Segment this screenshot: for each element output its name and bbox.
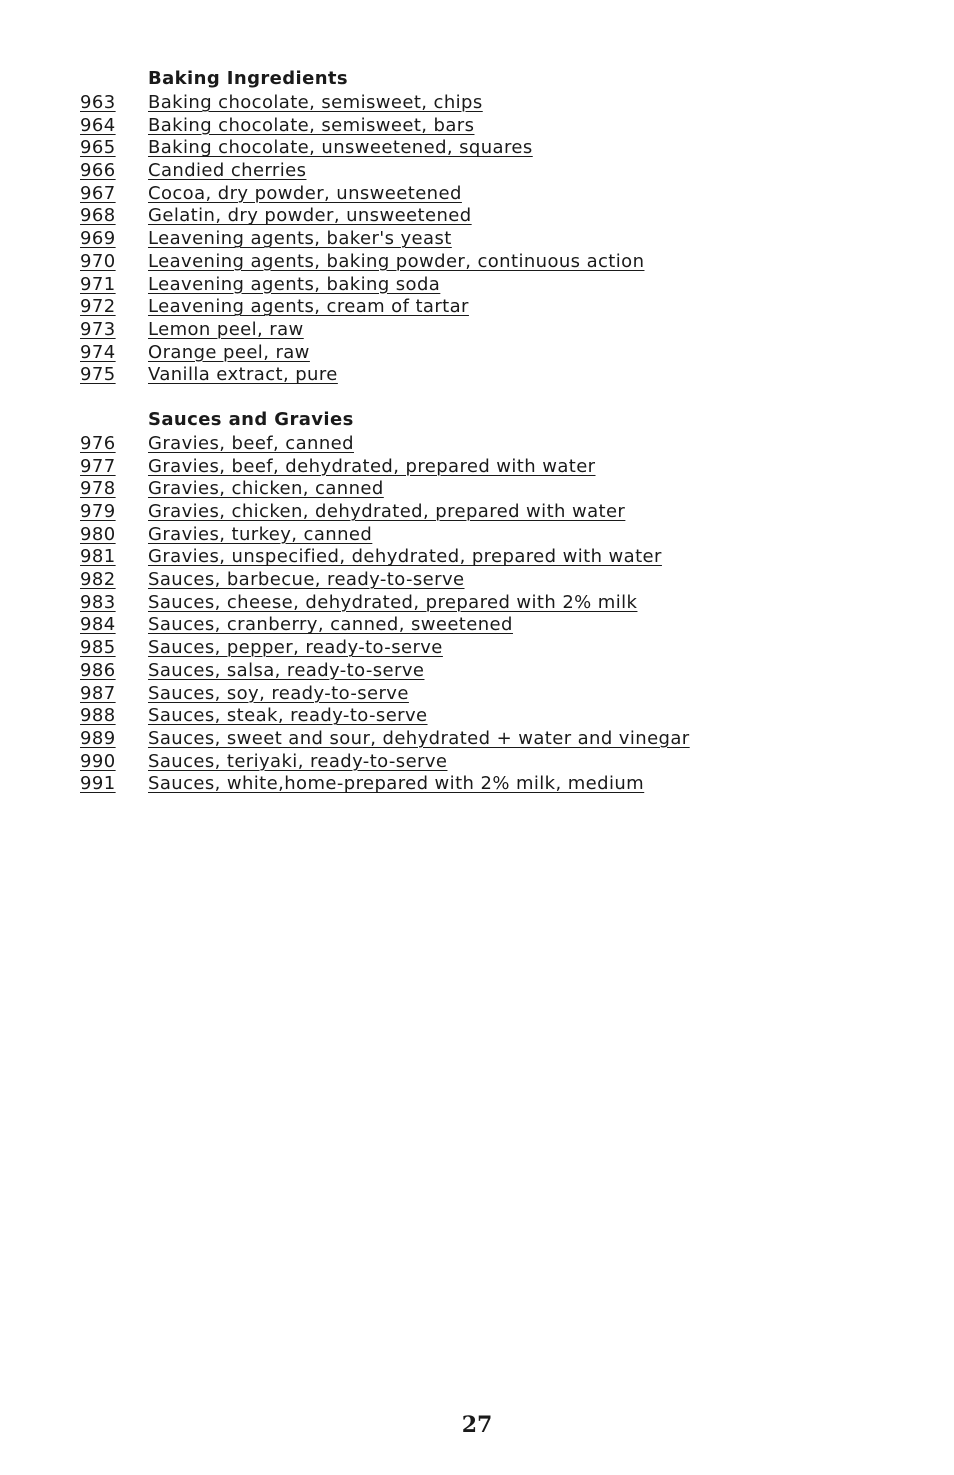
list-item <box>80 751 900 774</box>
item-label: Sauces, white,home-prepared with 2% milk, medium <box>148 773 645 795</box>
item-label: Orange peel, raw <box>148 341 310 363</box>
food-link-966[interactable] <box>80 160 306 183</box>
item-number: 982 <box>80 569 116 591</box>
item-label: Sauces, pepper, ready-to-serve <box>148 637 443 659</box>
section-title: Sauces and Gravies <box>148 408 354 430</box>
item-label: Gelatin, dry powder, unsweetened <box>148 205 472 227</box>
item-number: 968 <box>80 205 116 227</box>
section-spacer <box>80 387 900 409</box>
item-label: Lemon peel, raw <box>148 318 304 340</box>
list-item <box>80 478 900 501</box>
page-number: 27 <box>461 1412 493 1438</box>
item-label: Sauces, salsa, ready-to-serve <box>148 659 425 681</box>
item-number: 979 <box>80 501 116 522</box>
food-link-981[interactable] <box>80 546 662 569</box>
list-item <box>80 205 900 228</box>
list-item <box>80 183 900 206</box>
item-number: 972 <box>80 296 116 318</box>
food-link-978[interactable] <box>80 478 384 501</box>
list-item <box>80 433 900 456</box>
food-link-970[interactable] <box>80 251 644 274</box>
item-number: 989 <box>80 727 116 749</box>
item-label: Sauces, soy, ready-to-serve <box>148 682 409 704</box>
item-number: 987 <box>80 682 116 704</box>
item-number: 986 <box>80 659 116 681</box>
item-label: Gravies, unspecified, dehydrated, prepared with water <box>148 546 662 568</box>
list-item <box>80 660 900 683</box>
food-link-984[interactable] <box>80 614 513 637</box>
food-link-986[interactable] <box>80 660 424 683</box>
item-number: 963 <box>80 92 116 113</box>
list-item <box>80 296 900 319</box>
food-link-972[interactable] <box>80 296 469 319</box>
item-number: 965 <box>80 137 116 159</box>
list-item <box>80 637 900 660</box>
item-number: 967 <box>80 182 116 204</box>
item-number: 985 <box>80 637 116 659</box>
list-item <box>80 137 900 160</box>
food-link-976[interactable] <box>80 433 354 456</box>
item-label: Baking chocolate, unsweetened, squares <box>148 137 533 159</box>
item-number: 975 <box>80 364 116 386</box>
food-link-968[interactable] <box>80 205 472 228</box>
list-item <box>80 160 900 183</box>
item-number: 983 <box>80 591 116 613</box>
food-link-975[interactable] <box>80 364 338 387</box>
item-label: Leavening agents, baking soda <box>148 273 441 295</box>
item-label: Gravies, beef, canned <box>148 432 354 454</box>
list-item <box>80 773 900 796</box>
list-item <box>80 569 900 592</box>
food-link-971[interactable] <box>80 274 440 297</box>
item-number: 978 <box>80 478 116 500</box>
list-item <box>80 524 900 547</box>
food-link-982[interactable] <box>80 569 464 592</box>
list-item <box>80 342 900 365</box>
item-label: Vanilla extract, pure <box>148 364 338 386</box>
food-link-965[interactable] <box>80 137 533 160</box>
food-link-963[interactable] <box>80 92 483 115</box>
item-number: 990 <box>80 750 116 772</box>
food-link-989[interactable] <box>80 728 690 751</box>
list-item <box>80 319 900 342</box>
list-item <box>80 364 900 387</box>
item-number: 966 <box>80 160 116 182</box>
section-sauces-and-gravies <box>80 409 900 796</box>
item-label: Sauces, cranberry, canned, sweetened <box>148 614 513 636</box>
item-number: 976 <box>80 432 116 454</box>
item-number: 977 <box>80 455 116 477</box>
food-link-973[interactable] <box>80 319 304 342</box>
list-item <box>80 228 900 251</box>
item-number: 974 <box>80 341 116 363</box>
food-link-974[interactable] <box>80 342 310 365</box>
item-number: 988 <box>80 705 116 727</box>
food-link-969[interactable] <box>80 228 452 251</box>
item-label: Gravies, chicken, dehydrated, prepared with water <box>148 501 626 522</box>
item-label: Sauces, cheese, dehydrated, prepared with 2% milk <box>148 591 638 613</box>
list-item <box>80 92 900 115</box>
food-link-990[interactable] <box>80 751 447 774</box>
item-label: Baking chocolate, semisweet, bars <box>148 114 475 136</box>
food-link-983[interactable] <box>80 592 637 615</box>
list-item <box>80 274 900 297</box>
item-label: Gravies, turkey, canned <box>148 523 373 545</box>
list-item <box>80 546 900 569</box>
list-item <box>80 456 900 479</box>
list-item <box>80 683 900 706</box>
item-label: Leavening agents, cream of tartar <box>148 296 469 318</box>
item-number: 973 <box>80 318 116 340</box>
item-label: Sauces, steak, ready-to-serve <box>148 705 428 727</box>
item-number: 984 <box>80 614 116 636</box>
section-baking-ingredients <box>80 68 900 387</box>
item-number: 971 <box>80 273 116 295</box>
list-item <box>80 251 900 274</box>
food-link-977[interactable] <box>80 456 595 479</box>
list-item <box>80 115 900 138</box>
item-label: Sauces, teriyaki, ready-to-serve <box>148 750 448 772</box>
food-link-964[interactable] <box>80 115 474 138</box>
item-label: Sauces, barbecue, ready-to-serve <box>148 569 465 591</box>
food-index-page <box>80 68 900 796</box>
item-label: Cocoa, dry powder, unsweetened <box>148 182 462 204</box>
list-item <box>80 728 900 751</box>
section-title: Baking Ingredients <box>148 68 349 89</box>
list-item <box>80 614 900 637</box>
food-link-979[interactable] <box>80 501 625 524</box>
item-label: Candied cherries <box>148 160 307 182</box>
food-link-985[interactable] <box>80 637 443 660</box>
item-number: 981 <box>80 546 116 568</box>
item-number: 991 <box>80 773 116 795</box>
item-label: Baking chocolate, semisweet, chips <box>148 92 483 113</box>
item-number: 970 <box>80 250 116 272</box>
item-number: 964 <box>80 114 116 136</box>
list-item <box>80 705 900 728</box>
item-label: Gravies, beef, dehydrated, prepared with water <box>148 455 596 477</box>
food-link-988[interactable] <box>80 705 428 728</box>
food-link-987[interactable] <box>80 683 409 706</box>
item-label: Gravies, chicken, canned <box>148 478 384 500</box>
list-item <box>80 592 900 615</box>
list-item <box>80 501 900 524</box>
item-number: 980 <box>80 523 116 545</box>
item-number: 969 <box>80 228 116 250</box>
food-link-980[interactable] <box>80 524 372 547</box>
food-link-967[interactable] <box>80 183 462 206</box>
food-link-991[interactable] <box>80 773 644 796</box>
item-label: Leavening agents, baker's yeast <box>148 228 452 250</box>
item-label: Sauces, sweet and sour, dehydrated + water and vinegar <box>148 727 690 749</box>
item-label: Leavening agents, baking powder, continuous action <box>148 250 645 272</box>
